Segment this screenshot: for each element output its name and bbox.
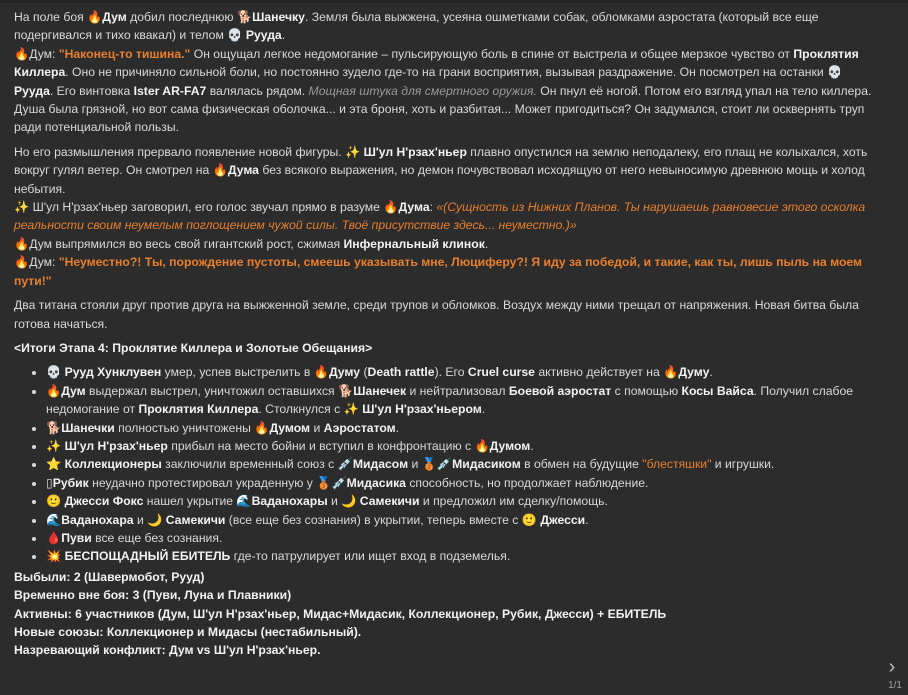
item-name: Аэростатом bbox=[323, 420, 396, 435]
para-dum-thoughts bbox=[14, 45, 872, 137]
text: умер, успев выстрелить в bbox=[161, 365, 314, 380]
text: и нейтрализовал bbox=[406, 383, 509, 398]
text: заключили временный союз с bbox=[161, 457, 338, 472]
name-midas: Мидасом bbox=[352, 457, 409, 472]
para-dum-reply bbox=[14, 253, 872, 290]
summary-out: Выбыли: 2 (Шавермобот, Рууд) bbox=[14, 569, 205, 584]
text: . bbox=[484, 236, 489, 251]
quote: "Наконец-то тишина." bbox=[58, 46, 191, 61]
fire-icon: 🔥 bbox=[14, 255, 30, 270]
para-battle-end bbox=[14, 8, 872, 45]
fire-icon: 🔥 bbox=[212, 163, 228, 178]
moon-icon: 🌙 bbox=[147, 512, 163, 527]
wave-icon: 🌊 bbox=[46, 512, 62, 527]
list-item bbox=[46, 419, 872, 437]
text: и bbox=[310, 420, 324, 435]
text: без всякого выражения, но демон почувствовал исходящую от него невыносимую древнюю мощь и холод небытия. bbox=[14, 163, 865, 196]
name-vadanohara: Ваданохары bbox=[251, 494, 328, 509]
text: Но его размышления прервало появление новой фигуры. bbox=[14, 144, 346, 159]
curse-name: Проклятия Киллера bbox=[138, 402, 259, 417]
rifle-name: Ister AR-FA7 bbox=[133, 83, 207, 98]
name-jessi: Джесси Фокс bbox=[64, 494, 144, 509]
name-shul: Ш'ул Н'рзах'ньером bbox=[362, 402, 482, 417]
text: . Земля была выжжена, усеяна ошметками собак, обломками аэростата (который все еще подергивался и тихо квакал) и телом bbox=[14, 10, 819, 43]
name-ruuda: Рууда bbox=[245, 28, 282, 43]
blood-drop-icon: 🩸 bbox=[46, 530, 62, 545]
medal-icon: 🥉 bbox=[421, 457, 437, 472]
name-puvi: Пуви bbox=[61, 530, 92, 545]
speaker: Дум: bbox=[29, 46, 59, 61]
name-shul: Ш'ул Н'рзах'ньер bbox=[363, 144, 467, 159]
name-dum: Думу bbox=[678, 365, 710, 380]
blade-name: Инфернальный клинок bbox=[343, 236, 485, 251]
list-item bbox=[46, 492, 872, 510]
page-indicator: 1/1 bbox=[888, 680, 902, 691]
name-vadanohara: Ваданохара bbox=[61, 512, 134, 527]
quote: «(Сущность из Нижних Планов. Ты нарушаешь равновесие этого осколка реальности своим неумелым поглощением чужой силы. Твоё присутствие здесь... неуместно.)» bbox=[14, 200, 866, 233]
moon-icon: 🌙 bbox=[341, 494, 357, 509]
list-item bbox=[46, 382, 872, 419]
text: валялась рядом. bbox=[206, 83, 309, 98]
quote: "Неуместно?! Ты, порождение пустоты, смеешь указывать мне, Люциферу?! Я иду за победой, и такие, как ты, лишь пыль на моем пути!" bbox=[14, 255, 863, 288]
stage-summary-list bbox=[14, 363, 872, 565]
name-samekichi: Самекичи bbox=[165, 512, 226, 527]
name-dum: Думом bbox=[489, 438, 531, 453]
story-message bbox=[14, 8, 872, 660]
list-item bbox=[46, 547, 872, 565]
aside: Мощная штука для смертного оружия. bbox=[308, 83, 537, 98]
text: выдержал выстрел, уничтожил оставшихся bbox=[85, 383, 339, 398]
ability-name: Cruel curse bbox=[467, 365, 535, 380]
text: и bbox=[133, 512, 148, 527]
name-rubik: Рубик bbox=[52, 475, 89, 490]
face-icon: 🙂 bbox=[521, 512, 537, 527]
name-shul: Ш'ул Н'рзах'ньер bbox=[32, 200, 128, 215]
text: . Его винтовка bbox=[49, 83, 134, 98]
text: и предложил им сделку/помощь. bbox=[419, 494, 608, 509]
text: . bbox=[395, 420, 400, 435]
text: . Получил слабое недомогание от bbox=[46, 383, 854, 417]
name-ebitel: БЕСПОЩАДНЫЙ ЕБИТЕЛЬ bbox=[64, 549, 231, 564]
text: и bbox=[408, 457, 422, 472]
stage-header: <Итоги Этапа 4: Проклятие Киллера и Золотые Обещания> bbox=[14, 340, 373, 355]
name-dum: Дум bbox=[61, 383, 86, 398]
text: с помощью bbox=[611, 383, 682, 398]
missing-glyph-icon: ▯ bbox=[46, 475, 53, 490]
text: : bbox=[429, 200, 437, 215]
text: выпрямился во весь свой гигантский рост, сжимая bbox=[52, 236, 344, 251]
text: . bbox=[585, 512, 589, 527]
text: способность, но продолжает наблюдение. bbox=[405, 475, 649, 490]
name-dum: Дум bbox=[102, 10, 127, 24]
text: Он пнул её ногой. Потом его взгляд упал на тело киллера. Душа была грязной, но вот сама физическая оболочка... и эта броня, хоть и разбитая... Может пригодиться? Он задумался, стоит ли осквернять труп ради потенциальной пользы. bbox=[14, 83, 872, 135]
ability-name: Death rattle bbox=[367, 365, 435, 380]
text: полностью уничтожены bbox=[114, 420, 255, 435]
top-divider bbox=[0, 0, 908, 3]
fire-icon: 🔥 bbox=[14, 236, 30, 251]
text: в обмен на будущие bbox=[520, 457, 643, 472]
dog-icon: 🐕 bbox=[46, 420, 62, 435]
para-titans: Два титана стояли друг против друга на выжженной земле, среди трупов и обломков. Воздух между ними трещал от напряжения. Новая битва была готова начаться. bbox=[14, 298, 859, 331]
name-dum: Думу bbox=[328, 365, 361, 380]
list-item bbox=[46, 511, 872, 529]
fire-icon: 🔥 bbox=[254, 420, 270, 435]
skull-icon: 💀 bbox=[827, 65, 843, 80]
skull-icon: 💀 bbox=[46, 365, 62, 380]
text: заговорил, его голос звучал прямо в разуме bbox=[127, 200, 384, 215]
name-midasik: Мидасика bbox=[346, 475, 406, 490]
fire-icon: 🔥 bbox=[14, 46, 30, 61]
text: активно действует на bbox=[534, 365, 664, 380]
explosion-icon: 💥 bbox=[46, 549, 62, 564]
list-item bbox=[46, 455, 872, 473]
name-collectors: Коллекционеры bbox=[64, 457, 162, 472]
text: прибыл на место бойни и вступил в конфронтацию с bbox=[167, 438, 475, 453]
text: все еще без сознания. bbox=[91, 530, 223, 545]
medal-icon: 🥉 bbox=[316, 475, 332, 490]
list-item bbox=[46, 437, 872, 455]
fire-icon: 🔥 bbox=[663, 365, 679, 380]
summary-active: Активны: 6 участников (Дум, Ш'ул Н'рзах'ньер, Мидас+Мидасик, Коллекционер, Рубик, Джесси) + ЕБИТЕЛЬ bbox=[14, 606, 667, 621]
name-shanechku: Шанечку bbox=[252, 10, 305, 24]
para-dum-rises bbox=[14, 235, 872, 253]
dropper-icon: 💉 bbox=[337, 457, 353, 472]
name-midasik: Мидасиком bbox=[452, 457, 521, 472]
item-name: Боевой аэростат bbox=[508, 383, 612, 398]
star-icon: ⭐ bbox=[46, 457, 62, 472]
text: ). Его bbox=[434, 365, 468, 380]
sparkles-icon: ✨ bbox=[46, 438, 62, 453]
list-item bbox=[46, 363, 872, 381]
curse-name: Проклятия Киллера bbox=[14, 46, 859, 80]
dog-icon: 🐕 bbox=[338, 383, 354, 398]
name-dum: Думом bbox=[269, 420, 311, 435]
sparkles-icon: ✨ bbox=[343, 402, 359, 417]
text: неудачно протестировал украденную у bbox=[88, 475, 317, 490]
item-name: Косы Вайса bbox=[681, 383, 754, 398]
next-page-chevron-icon[interactable]: › bbox=[888, 656, 896, 678]
text: . bbox=[530, 438, 534, 453]
name-duma: Дума bbox=[227, 163, 259, 178]
name-shul: Ш'ул Н'рзах'ньер bbox=[64, 438, 168, 453]
skull-icon: 💀 bbox=[227, 28, 243, 43]
text: . Столкнулся с bbox=[258, 402, 344, 417]
text: На поле боя bbox=[14, 10, 88, 24]
summary-temp-out: Временно вне боя: 3 (Пуви, Луна и Плавники) bbox=[14, 588, 292, 603]
text: . bbox=[709, 365, 713, 380]
text: . bbox=[481, 402, 486, 417]
name-shanechki: Шанечки bbox=[61, 420, 115, 435]
name-shanechek: Шанечек bbox=[353, 383, 407, 398]
fire-icon: 🔥 bbox=[46, 383, 62, 398]
quote: "блестяшки" bbox=[642, 457, 712, 472]
para-shul-speaks bbox=[14, 198, 872, 235]
list-item bbox=[46, 474, 872, 492]
text: где-то патрулирует или ищет вход в подземелья. bbox=[230, 549, 511, 564]
name-samekichi: Самекичи bbox=[359, 494, 420, 509]
dropper-icon: 💉 bbox=[436, 457, 453, 472]
name-duma: Дума bbox=[398, 200, 430, 215]
text: и игрушки. bbox=[711, 457, 775, 472]
name-dum: Дум bbox=[29, 236, 53, 251]
fire-icon: 🔥 bbox=[474, 438, 490, 453]
list-item bbox=[46, 529, 872, 547]
text: (все еще без сознания) в укрытии, теперь вместе с bbox=[225, 512, 522, 527]
sparkles-icon: ✨ bbox=[345, 144, 361, 159]
text: добил последнюю bbox=[126, 10, 237, 24]
name-ruuda: Рууда bbox=[14, 83, 50, 98]
dog-icon: 🐕 bbox=[236, 10, 253, 24]
summary-conflict: Назревающий конфликт: Дум vs Ш'ул Н'рзах'ньер. bbox=[14, 643, 321, 658]
face-icon: 🙂 bbox=[46, 494, 62, 509]
summary-alliances: Новые союзы: Коллекционер и Мидасы (нестабильный). bbox=[14, 625, 362, 639]
text: Он ощущал легкое недомогание – пульсирующую боль в спине от выстрела и общее мерзкое чувство от bbox=[190, 46, 794, 61]
speaker: Дум: bbox=[29, 255, 59, 270]
name-jessi: Джесси bbox=[540, 512, 586, 527]
name-ruud: Рууд Хунклувен bbox=[64, 365, 162, 380]
fire-icon: 🔥 bbox=[313, 365, 329, 380]
fire-icon: 🔥 bbox=[383, 200, 399, 215]
para-new-figure bbox=[14, 143, 872, 198]
text: . Оно не причиняло сильной боли, но постоянно зудело где-то на грани восприятия, вызывая раздражение. Он посмотрел на останки bbox=[65, 65, 828, 80]
text: плавно опустился на землю неподалеку, его плащ не колыхался, хоть вокруг гулял ветер. Он смотрел на bbox=[14, 144, 868, 178]
text: ( bbox=[360, 365, 368, 380]
wave-icon: 🌊 bbox=[236, 494, 252, 509]
fire-icon: 🔥 bbox=[87, 10, 103, 24]
text: . bbox=[281, 28, 286, 43]
dropper-icon: 💉 bbox=[331, 475, 347, 490]
text: и bbox=[327, 494, 342, 509]
sparkles-icon: ✨ bbox=[14, 200, 30, 215]
text: нашел укрытие bbox=[143, 494, 237, 509]
